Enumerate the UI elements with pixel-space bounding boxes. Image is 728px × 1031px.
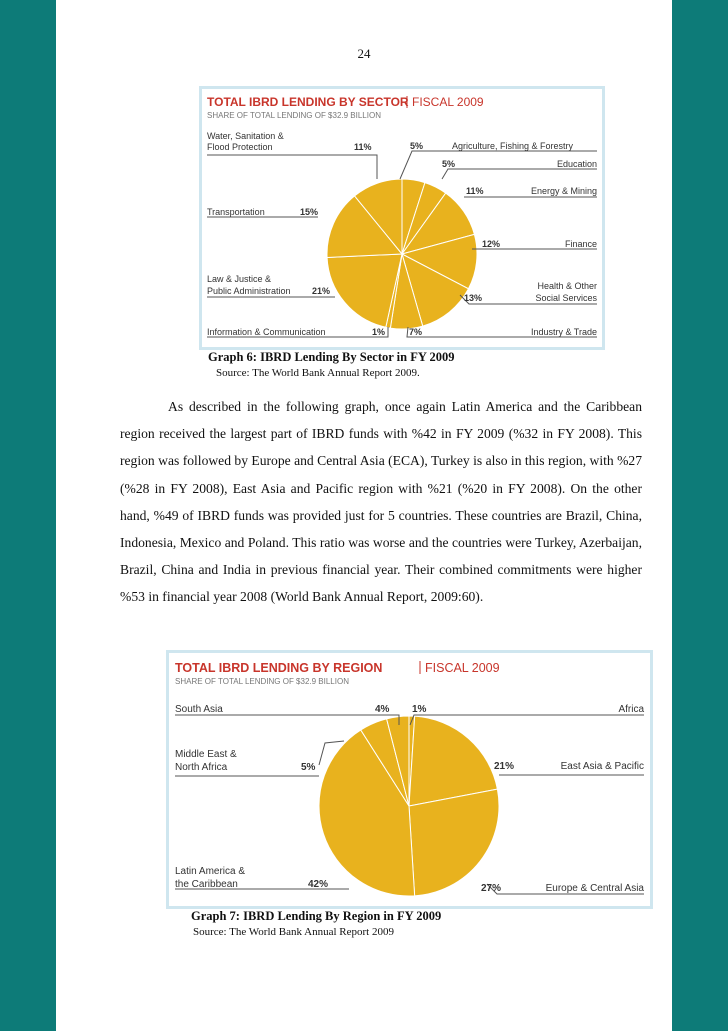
pct-mena: 5% [301,762,316,773]
pct-industry: 7% [409,327,423,337]
chart-title: TOTAL IBRD LENDING BY SECTOR [207,95,409,109]
left-teal-border [0,0,56,1031]
pct-east-asia: 21% [494,761,515,772]
graph-7-source: Source: The World Bank Annual Report 2009 [193,926,394,938]
label-health-2: Social Services [535,293,597,303]
label-industry: Industry & Trade [530,327,597,337]
pct-finance: 12% [482,239,501,249]
pie-slice-europe-central-asia [409,789,502,896]
pct-lac: 42% [308,879,329,890]
pct-energy: 11% [466,186,484,196]
right-teal-border [672,0,728,1031]
graph-6-figure [199,86,605,350]
chart-subtitle: SHARE OF TOTAL LENDING OF $32.9 BILLION [175,677,349,686]
pct-agriculture: 5% [410,141,424,151]
label-mena-1: Middle East & [175,749,237,760]
label-lac-2: the Caribbean [175,879,238,890]
body-paragraph-block [120,393,642,611]
pct-health: 13% [464,293,483,303]
region-pie [319,716,502,896]
chart-fiscal: FISCAL 2009 [412,95,484,109]
graph-7-figure [166,650,653,909]
pct-information: 1% [372,327,386,337]
pct-education: 5% [442,159,456,169]
label-east-asia: East Asia & Pacific [560,761,644,772]
label-law-2: Public Administration [207,286,291,296]
label-health-1: Health & Other [537,281,597,291]
label-law-1: Law & Justice & [207,274,272,284]
graph-6-caption: Graph 6: IBRD Lending By Sector in FY 2009 [208,350,455,364]
label-water-1: Water, Sanitation & [207,131,284,141]
pct-water: 11% [354,142,372,152]
chart-title: TOTAL IBRD LENDING BY REGION [175,661,383,675]
pct-law: 21% [312,286,331,296]
label-mena-2: North Africa [175,762,228,773]
sector-pie [327,179,477,329]
label-education: Education [556,159,597,169]
pct-south-asia: 4% [375,704,390,715]
label-africa: Africa [618,704,644,715]
graph-6-source: Source: The World Bank Annual Report 2009. [216,367,420,379]
label-finance: Finance [564,239,597,249]
pct-africa: 1% [412,704,427,715]
chart-subtitle: SHARE OF TOTAL LENDING OF $32.9 BILLION [207,111,381,120]
label-lac-1: Latin America & [175,866,246,877]
label-transportation: Transportation [207,207,265,217]
label-south-asia: South Asia [175,704,223,715]
region-pie-chart [169,653,650,906]
body-paragraph: As described in the following graph, once again Latin America and the Caribbean region received the largest part of IBRD funds with %42 in FY 2009 (%32 in FY 2008). This region was followed by Europe and Central Asia (ECA), Turkey is also in this region, with %27 (%28 in FY 2008), East Asia and Pacific region with %21 (%20 in FY 2008). On the other hand, %49 of IBRD funds was provided just for 5 countries. These countries are Brazil, China, Indonesia, Mexico and Poland. This ratio was worse and the countries were Turkey, Azerbaijan, Brazil, China and India in previous financial year. Their combined commitments were higher %53 in financial year 2008 (World Bank Annual Report, 2009:60). [120,399,642,605]
label-energy: Energy & Mining [530,186,597,196]
pct-transportation: 15% [300,207,319,217]
chart-fiscal: FISCAL 2009 [425,661,500,675]
pct-europe: 27% [481,883,502,894]
sector-pie-chart [202,89,602,347]
label-information: Information & Communication [207,327,326,337]
label-agriculture: Agriculture, Fishing & Forestry [452,141,574,151]
label-water-2: Flood Protection [207,142,273,152]
label-europe: Europe & Central Asia [545,883,644,894]
page-number: 24 [357,46,371,61]
graph-7-caption: Graph 7: IBRD Lending By Region in FY 2009 [191,909,442,923]
